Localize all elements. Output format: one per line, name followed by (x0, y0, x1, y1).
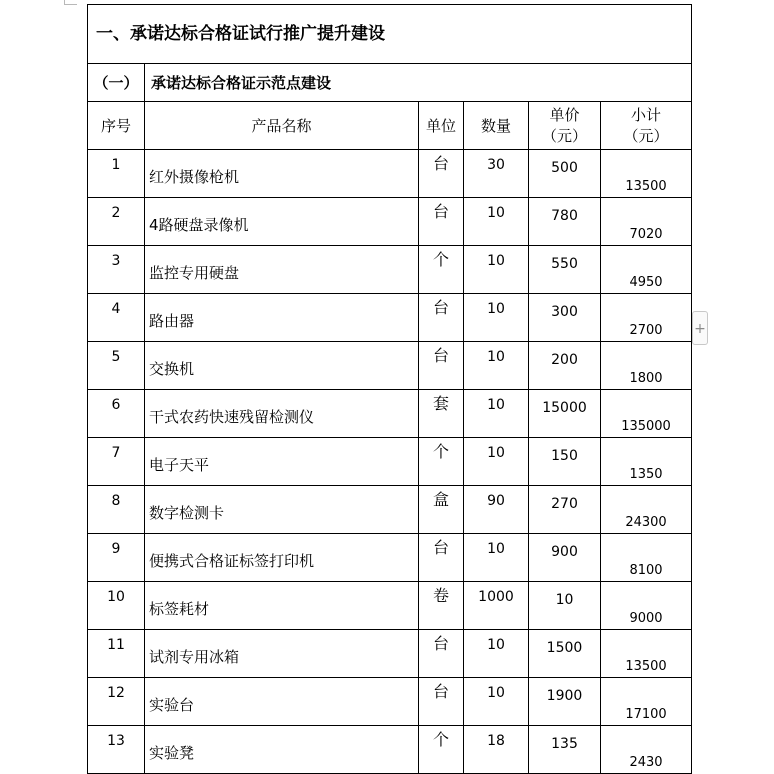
row-number: 11 (88, 630, 145, 678)
unit-price-cell: 150 (529, 438, 601, 486)
row-number: 7 (88, 438, 145, 486)
table-row (88, 150, 692, 198)
header-no: 序号 (88, 102, 145, 150)
row-number: 6 (88, 390, 145, 438)
header-name: 产品名称 (145, 102, 419, 150)
product-name: 4路硬盘录像机 (145, 198, 419, 246)
row-number: 12 (88, 678, 145, 726)
header-price-unit: （元） (541, 126, 587, 145)
row-number: 5 (88, 342, 145, 390)
row-number: 4 (88, 294, 145, 342)
product-name: 数字检测卡 (145, 486, 419, 534)
row-number: 10 (88, 582, 145, 630)
unit-price-cell: 900 (529, 534, 601, 582)
table-row (88, 294, 692, 342)
section-title: 一、承诺达标合格证试行推广提升建设 (88, 5, 692, 64)
unit-cell: 台 (419, 342, 464, 390)
table-row (88, 198, 692, 246)
row-number: 13 (88, 726, 145, 774)
unit-price-cell: 200 (529, 342, 601, 390)
row-number: 2 (88, 198, 145, 246)
table-row (88, 630, 692, 678)
table-header-row (88, 102, 692, 150)
subtotal-cell: 24300 (601, 486, 692, 534)
unit-cell: 个 (419, 246, 464, 294)
header-price (529, 102, 601, 150)
row-number: 9 (88, 534, 145, 582)
subsection-number: （一） (88, 64, 145, 102)
row-number: 3 (88, 246, 145, 294)
subtotal-cell: 9000 (601, 582, 692, 630)
subtotal-cell: 1800 (601, 342, 692, 390)
unit-cell: 台 (419, 294, 464, 342)
row-number: 8 (88, 486, 145, 534)
unit-cell: 个 (419, 438, 464, 486)
header-price-label: 单价 (549, 105, 580, 124)
unit-price-cell: 550 (529, 246, 601, 294)
quantity-cell: 10 (464, 630, 529, 678)
subtotal-cell: 17100 (601, 678, 692, 726)
subtotal-cell: 7020 (601, 198, 692, 246)
header-unit: 单位 (419, 102, 464, 150)
product-name: 实验凳 (145, 726, 419, 774)
unit-cell: 台 (419, 534, 464, 582)
subtotal-cell: 4950 (601, 246, 692, 294)
table-row (88, 534, 692, 582)
quantity-cell: 10 (464, 342, 529, 390)
subtotal-cell: 1350 (601, 438, 692, 486)
product-name: 标签耗材 (145, 582, 419, 630)
product-name: 便携式合格证标签打印机 (145, 534, 419, 582)
product-name: 监控专用硬盘 (145, 246, 419, 294)
product-name: 试剂专用冰箱 (145, 630, 419, 678)
unit-cell: 套 (419, 390, 464, 438)
header-subtotal (601, 102, 692, 150)
unit-price-cell: 300 (529, 294, 601, 342)
quantity-cell: 18 (464, 726, 529, 774)
unit-cell: 台 (419, 198, 464, 246)
unit-price-cell: 780 (529, 198, 601, 246)
header-subtotal-unit: （元） (623, 126, 669, 145)
table-row (88, 582, 692, 630)
quantity-cell: 10 (464, 438, 529, 486)
subsection-title: 承诺达标合格证示范点建设 (145, 64, 692, 102)
table-row (88, 246, 692, 294)
add-row-button[interactable]: + (692, 311, 708, 345)
unit-price-cell: 1500 (529, 630, 601, 678)
unit-price-cell: 15000 (529, 390, 601, 438)
unit-cell: 台 (419, 678, 464, 726)
unit-cell: 个 (419, 726, 464, 774)
unit-cell: 台 (419, 630, 464, 678)
product-name: 电子天平 (145, 438, 419, 486)
table-row (88, 342, 692, 390)
quantity-cell: 1000 (464, 582, 529, 630)
quantity-cell: 90 (464, 486, 529, 534)
unit-price-cell: 500 (529, 150, 601, 198)
quantity-cell: 10 (464, 678, 529, 726)
product-name: 路由器 (145, 294, 419, 342)
subtotal-cell: 135000 (601, 390, 692, 438)
table-body (88, 5, 692, 774)
quantity-cell: 10 (464, 534, 529, 582)
quantity-cell: 10 (464, 246, 529, 294)
product-name: 交换机 (145, 342, 419, 390)
subtotal-cell: 2430 (601, 726, 692, 774)
header-qty: 数量 (464, 102, 529, 150)
unit-price-cell: 10 (529, 582, 601, 630)
quantity-cell: 10 (464, 198, 529, 246)
unit-cell: 盒 (419, 486, 464, 534)
table-row (88, 678, 692, 726)
subtotal-cell: 2700 (601, 294, 692, 342)
product-name: 红外摄像枪机 (145, 150, 419, 198)
unit-cell: 卷 (419, 582, 464, 630)
unit-price-cell: 270 (529, 486, 601, 534)
quantity-cell: 30 (464, 150, 529, 198)
subtotal-cell: 8100 (601, 534, 692, 582)
subtotal-cell: 13500 (601, 150, 692, 198)
unit-cell: 台 (419, 150, 464, 198)
section-row (88, 5, 692, 64)
table-row (88, 726, 692, 774)
page-corner-marker (64, 0, 77, 5)
table-row (88, 438, 692, 486)
subsection-row (88, 64, 692, 102)
row-number: 1 (88, 150, 145, 198)
table-row (88, 390, 692, 438)
product-name: 干式农药快速残留检测仪 (145, 390, 419, 438)
quantity-cell: 10 (464, 390, 529, 438)
quantity-cell: 10 (464, 294, 529, 342)
table-row (88, 486, 692, 534)
subtotal-cell: 13500 (601, 630, 692, 678)
header-subtotal-label: 小计 (631, 105, 662, 124)
unit-price-cell: 1900 (529, 678, 601, 726)
budget-table (87, 4, 692, 774)
unit-price-cell: 135 (529, 726, 601, 774)
product-name: 实验台 (145, 678, 419, 726)
